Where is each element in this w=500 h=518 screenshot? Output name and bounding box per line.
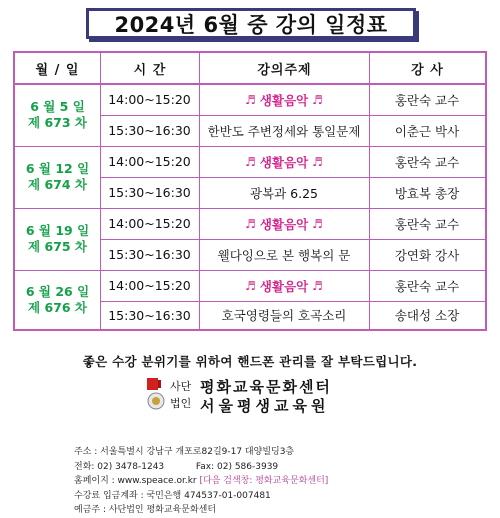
- day-session: 제 674 차: [28, 177, 87, 192]
- day-session: 제 676 차: [28, 299, 87, 315]
- phone-notice: 좋은 수강 분위기를 위하여 핸드폰 관리를 잘 부탁드립니다.: [82, 354, 418, 369]
- day-date: 6 월 5 일: [30, 99, 85, 114]
- lecture-topic: [199, 208, 369, 239]
- lecture-topic: [199, 270, 369, 301]
- lecture-lecturer: 홍란숙 교수: [394, 154, 460, 170]
- contact-info: [74, 445, 328, 518]
- lecture-lecturer: 이춘근 박사: [394, 123, 460, 139]
- music-note-icon: ♬: [312, 216, 323, 231]
- lecture-row: [100, 270, 485, 301]
- lecture-row: [100, 301, 485, 329]
- contact-phone-line: [74, 460, 328, 475]
- lecture-topic-label: 생활음악: [259, 154, 309, 170]
- lecture-topic: [199, 146, 369, 177]
- music-note-icon: ♬: [312, 278, 323, 293]
- lecture-row: [100, 177, 485, 208]
- contact-address: 주소 : 서울특별시 강남구 개포로82길9-17 대양빌딩3층: [74, 447, 295, 457]
- day-date: 6 월 26 일: [25, 283, 90, 299]
- day-session: 제 675 차: [28, 239, 87, 254]
- book-flag-icon: [145, 377, 167, 411]
- lecture-row: [100, 239, 485, 270]
- music-note-icon: ♬: [245, 154, 256, 169]
- lecture-row: [100, 208, 485, 239]
- lecture-time: 14:00~15:20: [108, 278, 191, 293]
- lecture-topic-label: 생활음악: [259, 216, 309, 232]
- day-date: 6 월 19 일: [25, 223, 90, 238]
- day-date: 6 월 12 일: [25, 161, 90, 176]
- logo-prefix: [170, 378, 191, 412]
- lecture-row: [100, 115, 485, 146]
- table-header: [15, 53, 485, 85]
- schedule-title-box: [86, 8, 416, 39]
- lecture-topic: [199, 84, 369, 115]
- contact-homepage-line: [74, 474, 328, 489]
- lecture-time: 14:00~15:20: [108, 92, 191, 107]
- logo-prefix-bottom: 법인: [170, 397, 192, 410]
- lecture-lecturer: 방효복 총장: [394, 185, 460, 201]
- day-cell: [15, 146, 100, 208]
- music-note-icon: ♬: [312, 154, 323, 169]
- schedule-table: [13, 51, 487, 331]
- day-session: 제 673 차: [28, 115, 87, 130]
- header-lecturer: 강 사: [369, 53, 485, 83]
- lecture-time: 15:30~16:30: [108, 123, 191, 138]
- lecture-lecturer: 홍란숙 교수: [394, 92, 460, 108]
- logo-name-bottom: 서울평생교육원: [200, 397, 330, 415]
- lecture-time: 14:00~15:20: [108, 154, 191, 169]
- header-date: 월 / 일: [35, 62, 80, 78]
- lecture-time: 14:00~15:20: [108, 216, 191, 231]
- lecture-topic-label: 생활음악: [259, 92, 309, 108]
- lecture-time: 15:30~16:30: [108, 185, 191, 200]
- logo-prefix-top: 사단: [170, 380, 192, 393]
- contact-homepage[interactable]: 홈페이지 : www.speace.or.kr: [74, 476, 197, 486]
- lecture-topic: 웰다잉으로 본 행복의 문: [217, 247, 351, 263]
- lecture-row: [100, 84, 485, 115]
- contact-depositor: 예금주 : 사단법인 평화교육문화센터: [74, 505, 217, 515]
- organization-logo: [145, 375, 375, 417]
- music-note-icon: ♬: [312, 92, 323, 107]
- day-cell: [15, 270, 100, 329]
- page-title: 2024년 6월 중 강의 일정표: [114, 12, 388, 37]
- lecture-topic: 광복과 6.25: [249, 185, 319, 201]
- header-topic: 강의주제: [199, 53, 369, 83]
- music-note-icon: ♬: [245, 216, 256, 231]
- header-time: 시 간: [100, 53, 199, 83]
- lecture-time: 15:30~16:30: [108, 307, 191, 323]
- lecture-lecturer: 홍란숙 교수: [394, 278, 460, 294]
- music-note-icon: ♬: [245, 278, 256, 293]
- contact-search-hint: [다음 검색창: 평화교육문화센터]: [199, 476, 329, 486]
- contact-account: 수강료 입금계좌 : 국민은행 474537-01-007481: [74, 490, 271, 501]
- lecture-topic: 호국영령들의 호곡소리: [221, 308, 347, 323]
- day-cell: [15, 208, 100, 270]
- lecture-time: 15:30~16:30: [108, 247, 191, 262]
- lecture-row: [100, 146, 485, 177]
- logo-name-top: 평화교육문화센터: [200, 378, 332, 396]
- contact-phone: 전화: 02) 3478-1243: [74, 461, 165, 472]
- lecture-lecturer: 강연화 강사: [394, 247, 460, 263]
- lecture-topic: 한반도 주변정세와 통일문제: [207, 123, 361, 139]
- lecture-topic-label: 생활음악: [259, 278, 309, 294]
- day-cell: [15, 84, 100, 146]
- contact-fax: Fax: 02) 586-3939: [195, 461, 279, 472]
- lecture-lecturer: 홍란숙 교수: [394, 216, 460, 232]
- music-note-icon: ♬: [245, 92, 256, 107]
- lecture-lecturer: 송대성 소장: [394, 308, 460, 323]
